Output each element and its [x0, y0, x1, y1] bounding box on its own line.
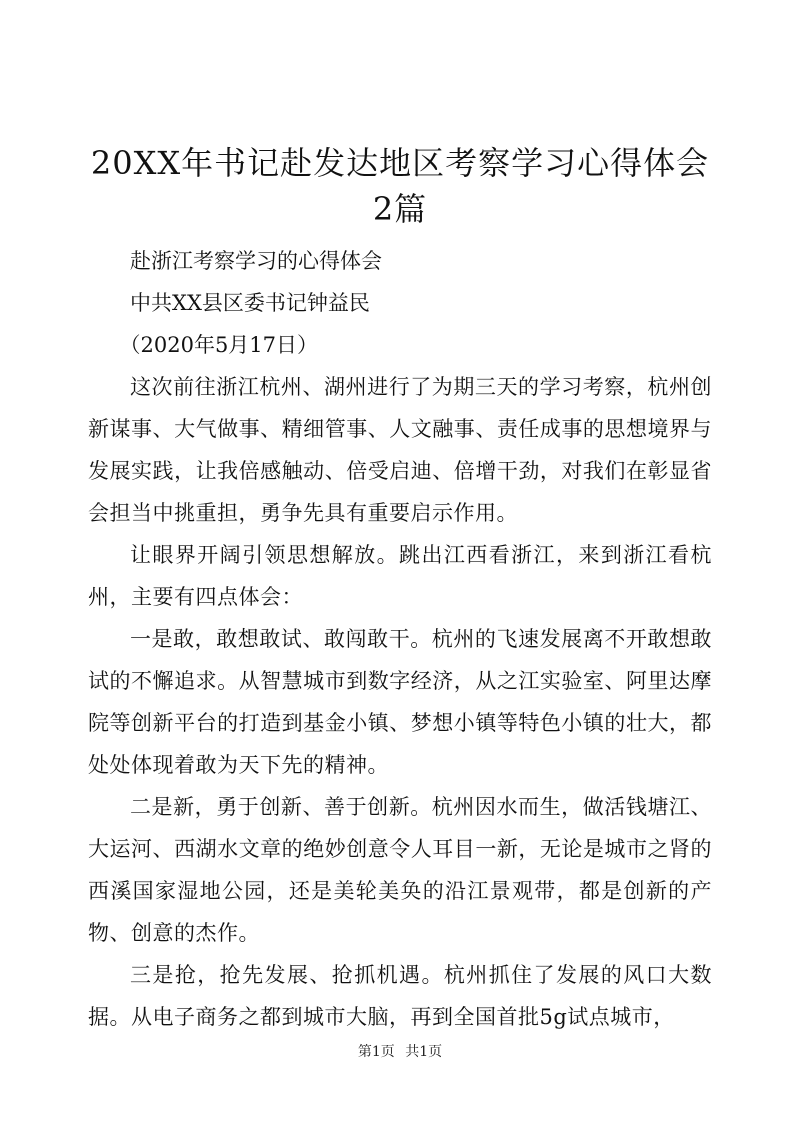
- document-subtitle: 赴浙江考察学习的心得体会: [130, 249, 382, 273]
- paragraph-4: 二是新，勇于创新、善于创新。杭州因水而生，做活钱塘江、大运河、西湖水文章的绝妙创意令人耳目一新，无论是城市之肾的西溪国家湿地公园，还是美轮美奂的沿江景观带，都是创新的产物、创意的杰作。: [88, 795, 712, 945]
- document-date: （2020年5月17日）: [119, 333, 319, 357]
- page-total: 共1页: [405, 1044, 443, 1060]
- paragraph-2: 让眼界开阔引领思想解放。跳出江西看浙江，来到浙江看杭州，主要有四点体会：: [88, 543, 712, 609]
- paragraph-5: 三是抢，抢先发展、抢抓机遇。杭州抓住了发展的风口大数据。从电子商务之都到城市大脑，再到全国首批5g试点城市，: [88, 963, 712, 1029]
- document-title: 20XX年书记赴发达地区考察学习心得体会2篇: [90, 144, 710, 228]
- document-author: 中共XX县区委书记钟益民: [130, 291, 370, 315]
- paragraph-1: 这次前往浙江杭州、湖州进行了为期三天的学习考察，杭州创新谋事、大气做事、精细管事、人文融事、责任成事的思想境界与发展实践，让我倍感触动、倍受启迪、倍增干劲，对我们在彰显省会担当中挑重担，勇争先具有重要启示作用。: [88, 375, 712, 525]
- page-footer: [0, 1042, 800, 1062]
- page-number: 第1页: [357, 1044, 395, 1060]
- paragraph-3: 一是敢，敢想敢试、敢闯敢干。杭州的飞速发展离不开敢想敢试的不懈追求。从智慧城市到数字经济，从之江实验室、阿里达摩院等创新平台的打造到基金小镇、梦想小镇等特色小镇的壮大，都处处体现着敢为天下先的精神。: [88, 627, 712, 777]
